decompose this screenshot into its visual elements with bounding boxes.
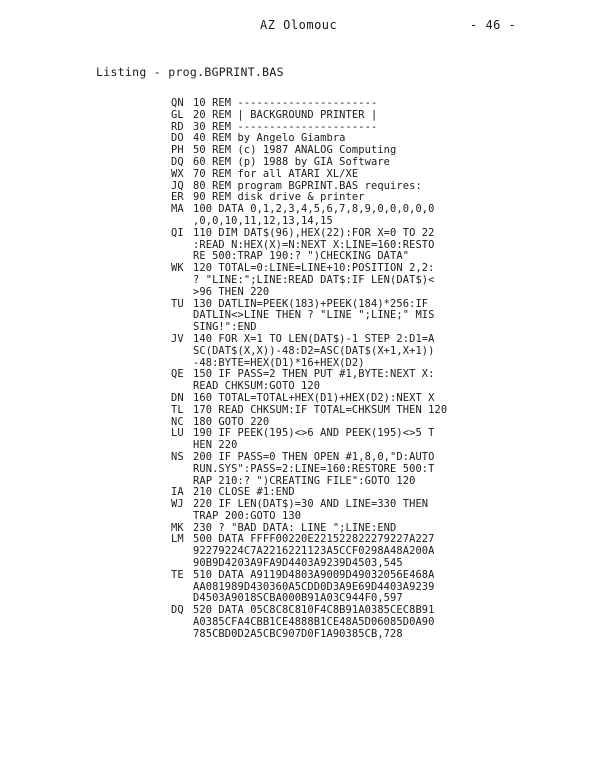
listing-line (171, 157, 591, 169)
code-text-line: TRAP 200:GOTO 130 (193, 509, 302, 522)
checksum-code: PH (171, 144, 184, 157)
code-text-line: 190 IF PEEK(195)<>6 AND PEEK(195)<>5 T (193, 427, 435, 440)
code-text-line: 500 DATA FFFF00220E221522822279227A227 (193, 533, 435, 546)
code-text-line: 90B9D4203A9FA9D4403A9239D4503,545 (193, 557, 403, 570)
code-text-block (193, 334, 435, 369)
code-text-line: D4503A9018SCBA000B91A03C944F0,597 (193, 592, 403, 605)
page-header (0, 18, 600, 38)
code-text-line: ? "LINE:";LINE:READ DAT$:IF LEN(DAT$)< (193, 273, 435, 286)
code-text-line: 200 IF PASS=0 THEN OPEN #1,8,0,"D:AUTO (193, 450, 435, 463)
checksum-code: LU (171, 427, 184, 440)
code-text-line: 230 ? "BAD DATA: LINE ";LINE:END (193, 521, 397, 534)
code-text-block (193, 405, 447, 417)
code-text-block (193, 452, 435, 487)
checksum-code: IA (171, 486, 184, 499)
listing-line (171, 369, 591, 393)
listing-line (171, 110, 591, 122)
code-text-line: ,0,0,10,11,12,13,14,15 (193, 214, 333, 227)
code-text-line: SC(DAT$(X,X))-48:D2=ASC(DAT$(X+1,X+1)) (193, 344, 435, 357)
header-title: AZ Olomouc (260, 18, 338, 32)
checksum-code: WJ (171, 498, 184, 511)
code-text-block (193, 393, 435, 405)
code-text-line: HEN 220 (193, 439, 238, 452)
code-text-line: 520 DATA 05C8C8C810F4C8B91A0385CEC8B91 (193, 604, 435, 617)
code-text-line: DATLIN<>LINE THEN ? "LINE ";LINE;" MIS (193, 309, 435, 322)
checksum-code: QE (171, 368, 184, 381)
checksum-code: DQ (171, 155, 184, 168)
listing-line (171, 169, 591, 181)
code-text-line: 110 DIM DAT$(96),HEX(22):FOR X=0 TO 22 (193, 226, 435, 239)
code-text-line: 510 DATA A9119D4803A9009D49032056E468A (193, 568, 435, 581)
checksum-code: MA (171, 203, 184, 216)
code-text-line: 220 IF LEN(DAT$)=30 AND LINE=330 THEN (193, 498, 429, 511)
checksum-code: QN (171, 97, 184, 109)
program-listing (171, 98, 591, 641)
listing-line (171, 299, 591, 334)
code-text-block (193, 499, 428, 523)
listing-line (171, 570, 591, 605)
code-text-line: 170 READ CHKSUM:IF TOTAL=CHKSUM THEN 120 (193, 403, 448, 416)
checksum-code: ER (171, 191, 184, 204)
checksum-code: WX (171, 167, 184, 180)
listing-line (171, 534, 591, 569)
code-text-line: 120 TOTAL=0:LINE=LINE+10:POSITION 2,2: (193, 262, 435, 275)
code-text-line: 180 GOTO 220 (193, 415, 270, 428)
code-text-line: A0385CFA4CBB1CE4888B1CE48A5D06085D0A90 (193, 616, 435, 629)
code-text-block (193, 428, 435, 452)
code-text-line: :READ N:HEX(X)=N:NEXT X:LINE=160:RESTO (193, 238, 435, 251)
code-text-line: SING!":END (193, 321, 257, 334)
listing-line (171, 334, 591, 369)
page-number: - 46 - (470, 18, 517, 32)
checksum-code: RD (171, 120, 184, 133)
listing-line (171, 452, 591, 487)
code-text-block (193, 110, 377, 122)
code-text-block (193, 169, 358, 181)
code-text-line: 20 REM | BACKGROUND PRINTER | (193, 108, 378, 121)
code-text-line: 60 REM (p) 1988 by GIA Software (193, 155, 391, 168)
code-text-line: 80 REM program BGPRINT.BAS requires: (193, 179, 422, 192)
checksum-code: NS (171, 450, 184, 463)
checksum-code: GL (171, 108, 184, 121)
code-text-line: 160 TOTAL=TOTAL+HEX(D1)+HEX(D2):NEXT X (193, 391, 435, 404)
checksum-code: LM (171, 533, 184, 546)
code-text-line: AA081989D430360A5CDD0D3A9E69D4403A9239 (193, 580, 435, 593)
code-text-block (193, 605, 435, 640)
checksum-code: DO (171, 132, 184, 145)
code-text-line: 785CBD0D2A5CBC907D0F1A90385CB,728 (193, 627, 403, 640)
listing-line (171, 405, 591, 417)
listing-line (171, 263, 591, 298)
listing-title: Listing - prog.BGPRINT.BAS (96, 65, 284, 79)
code-text-line: RAP 210:? ")CREATING FILE":GOTO 120 (193, 474, 416, 487)
checksum-code: JV (171, 332, 184, 345)
checksum-code: TE (171, 568, 184, 581)
code-text-line: 92279224C7A2216221123A5CCF0298A48A200A (193, 545, 435, 558)
code-text-line: >96 THEN 220 (193, 285, 270, 298)
code-text-line: 90 REM disk drive & printer (193, 191, 365, 204)
code-text-line: 70 REM for all ATARI XL/XE (193, 167, 359, 180)
code-text-line: READ CHKSUM:GOTO 120 (193, 380, 321, 393)
code-text-line: RUN.SYS":PASS=2:LINE=160:RESTORE 500:T (193, 462, 435, 475)
code-text-line: 30 REM ---------------------- (193, 120, 378, 133)
checksum-code: DN (171, 391, 184, 404)
code-text-line: 140 FOR X=1 TO LEN(DAT$)-1 STEP 2:D1=A (193, 332, 435, 345)
code-text-block (193, 299, 435, 334)
checksum-code: TL (171, 403, 184, 416)
checksum-code: TU (171, 297, 184, 310)
code-text-line: RE 500:TRAP 190:? ")CHECKING DATA" (193, 250, 410, 263)
code-text-block (193, 204, 435, 228)
checksum-code: MK (171, 521, 184, 534)
listing-line (171, 204, 591, 228)
code-text-block (193, 263, 435, 298)
code-text-block (193, 570, 435, 605)
code-text-line: -48:BYTE=HEX(D1)*16+HEX(D2) (193, 356, 365, 369)
listing-line (171, 428, 591, 452)
listing-line (171, 605, 591, 640)
code-text-line: 150 IF PASS=2 THEN PUT #1,BYTE:NEXT X: (193, 368, 435, 381)
code-text-block (193, 369, 435, 393)
code-text-line: 10 REM ---------------------- (193, 97, 378, 109)
code-text-block (193, 228, 435, 263)
code-text-line: 210 CLOSE #1:END (193, 486, 295, 499)
code-text-block (193, 157, 390, 169)
listing-line (171, 393, 591, 405)
listing-line (171, 228, 591, 263)
code-text-block (193, 534, 435, 569)
checksum-code: DQ (171, 604, 184, 617)
checksum-code: WK (171, 262, 184, 275)
code-text-line: 40 REM by Angelo Giambra (193, 132, 346, 145)
code-text-line: 50 REM (c) 1987 ANALOG Computing (193, 144, 397, 157)
listing-line (171, 499, 591, 523)
code-text-line: 100 DATA 0,1,2,3,4,5,6,7,8,9,0,0,0,0,0 (193, 203, 435, 216)
checksum-code: JQ (171, 179, 184, 192)
checksum-code: QI (171, 226, 184, 239)
code-text-line: 130 DATLIN=PEEK(183)+PEEK(184)*256:IF (193, 297, 429, 310)
checksum-code: NC (171, 415, 184, 428)
